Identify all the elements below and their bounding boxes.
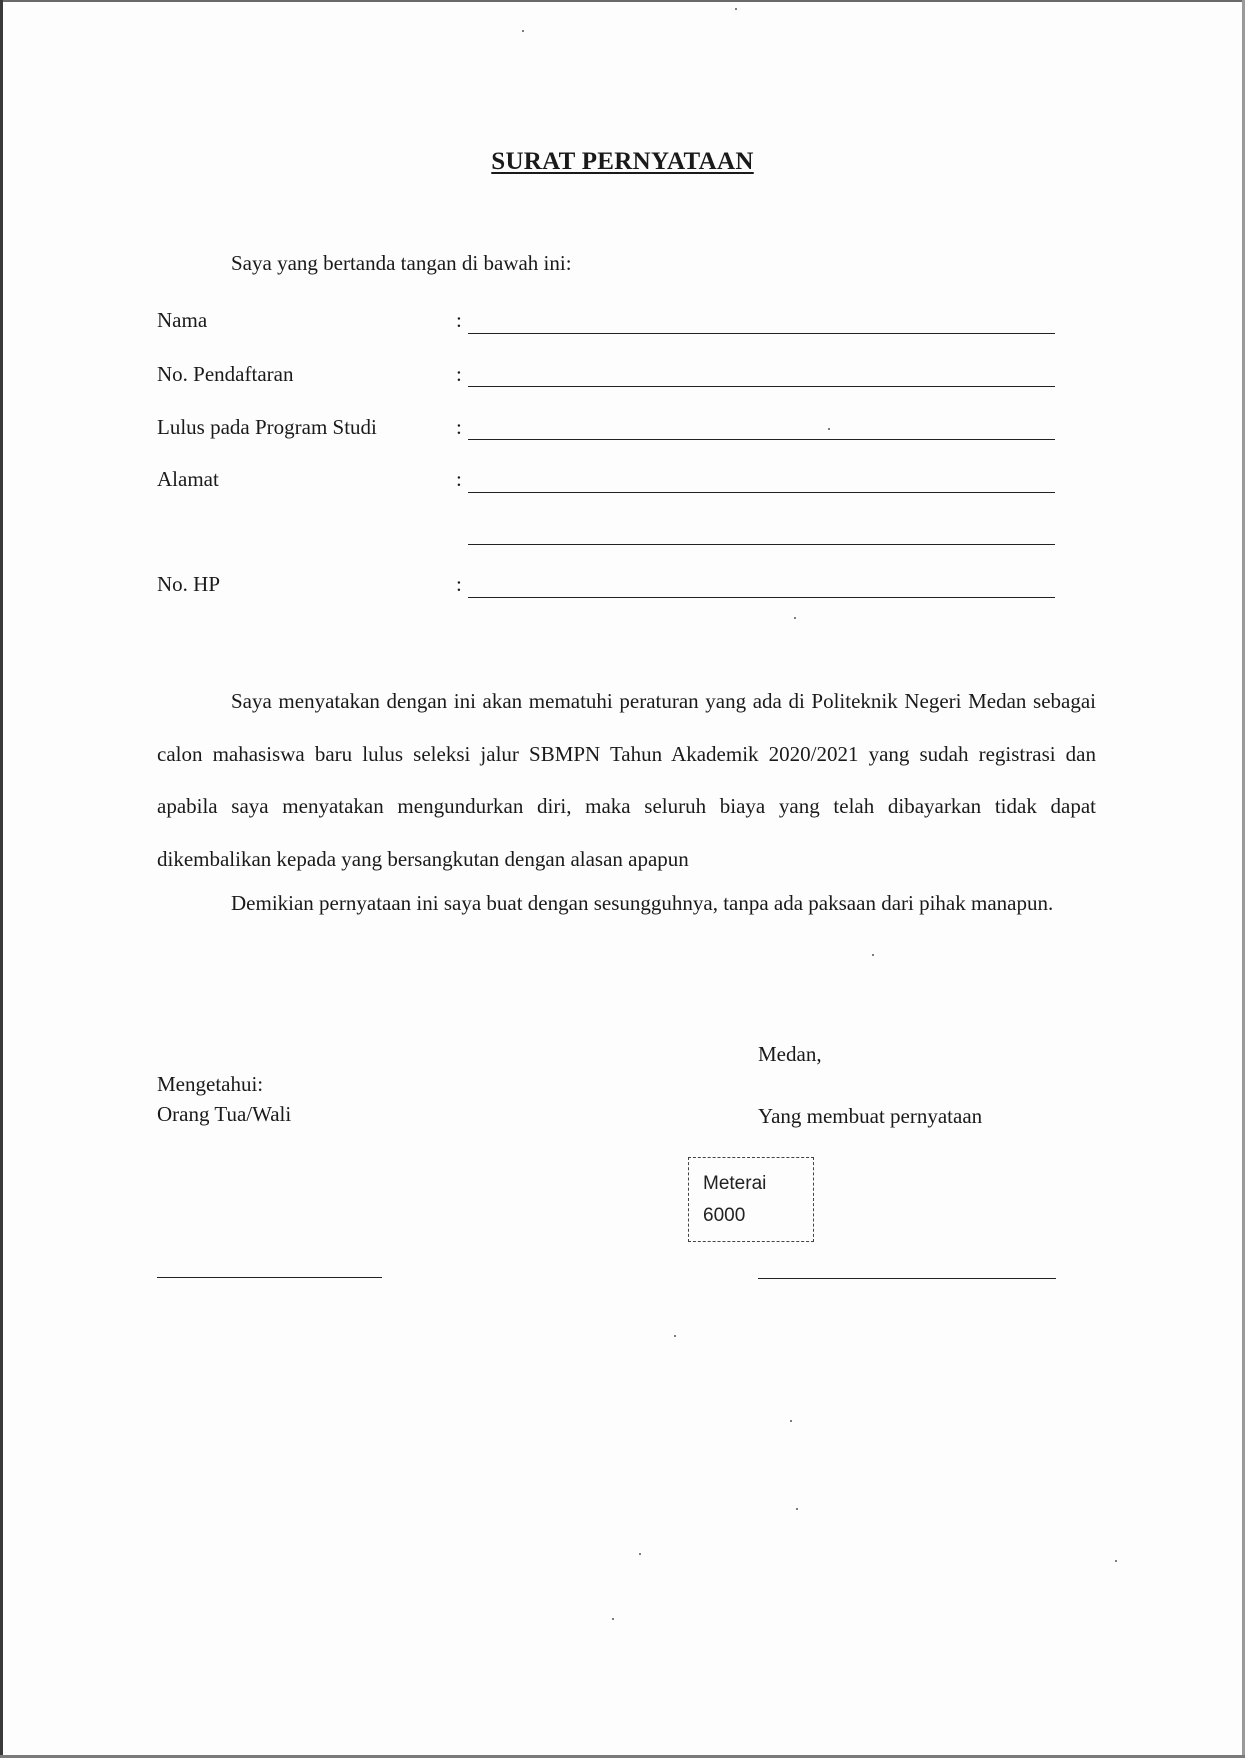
parent-guardian-role: Orang Tua/Wali	[157, 1102, 292, 1126]
field-line-alamat[interactable]	[468, 492, 1055, 493]
stamp-label: Meterai	[703, 1173, 767, 1194]
field-line-no-pendaftaran[interactable]	[468, 386, 1055, 387]
field-colon: :	[456, 308, 462, 332]
scan-speck	[674, 1335, 676, 1337]
declarant-signature-line[interactable]	[758, 1278, 1056, 1279]
scan-speck	[639, 1553, 641, 1555]
signing-place: Medan,	[758, 1042, 822, 1066]
field-line-alamat-continued[interactable]	[468, 544, 1055, 545]
scan-speck	[522, 30, 524, 32]
scan-speck	[612, 1618, 614, 1620]
field-line-nama[interactable]	[468, 333, 1055, 334]
scan-speck	[790, 1420, 792, 1422]
scan-edge-top	[0, 0, 1245, 2]
statement-paragraph: Saya menyatakan dengan ini akan mematuhi peraturan yang ada di Politeknik Negeri Medan sebagai calon mahasiswa baru lulus seleksi jalur SBMPN Tahun Akademik 2020/2021 yang sudah registrasi dan apabila saya menyatakan mengundurkan diri, maka seluruh biaya yang telah dibayarkan tidak dapat dikembalikan kepada yang bersangkutan dengan alasan apapun	[157, 689, 1096, 871]
scan-speck	[735, 8, 737, 10]
field-label-no-pendaftaran: No. Pendaftaran	[157, 362, 294, 386]
field-line-no-hp[interactable]	[468, 597, 1055, 598]
scan-speck	[872, 954, 874, 956]
field-colon: :	[456, 362, 462, 386]
parent-signature-line[interactable]	[157, 1277, 382, 1278]
field-colon: :	[456, 467, 462, 491]
declarant-role: Yang membuat pernyataan	[758, 1104, 983, 1128]
field-label-alamat: Alamat	[157, 467, 219, 491]
field-label-no-hp: No. HP	[157, 572, 221, 596]
scan-edge-left	[0, 0, 3, 1758]
intro-text: Saya yang bertanda tangan di bawah ini:	[231, 251, 572, 275]
stamp-value: 6000	[703, 1205, 746, 1226]
field-label-nama: Nama	[157, 308, 208, 332]
field-label-program-studi: Lulus pada Program Studi	[157, 415, 377, 439]
field-line-program-studi[interactable]	[468, 439, 1055, 440]
field-colon: :	[456, 415, 462, 439]
scan-speck	[1115, 1560, 1117, 1562]
field-colon: :	[456, 572, 462, 596]
acknowledgement-heading: Mengetahui:	[157, 1072, 264, 1096]
closing-paragraph: Demikian pernyataan ini saya buat dengan sesungguhnya, tanpa ada paksaan dari pihak manapun.	[231, 891, 1054, 915]
document-title: SURAT PERNYATAAN	[491, 148, 754, 175]
stamp-duty-box	[688, 1157, 814, 1242]
scan-speck	[828, 428, 830, 430]
scan-speck	[794, 617, 796, 619]
scan-speck	[796, 1508, 798, 1510]
